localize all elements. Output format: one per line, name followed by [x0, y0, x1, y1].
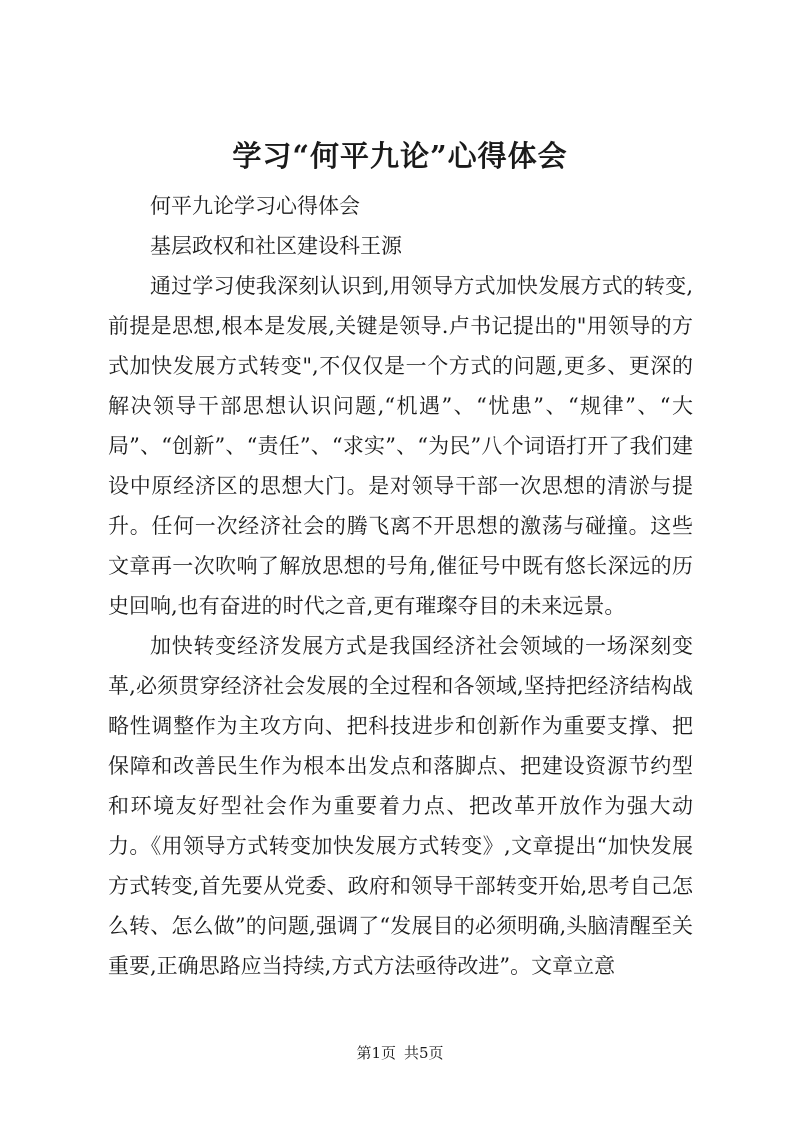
document-body — [108, 186, 693, 986]
page-total: 共5页 — [404, 1044, 444, 1062]
page-footer — [0, 1042, 800, 1064]
document-author-line: 基层政权和社区建设科王源 — [150, 234, 402, 258]
paragraph-2: 加快转变经济发展方式是我国经济社会领域的一场深刻变革,必须贯穿经济社会发展的全过程和各领域,坚持把经济结构战略性调整作为主攻方向、把科技进步和创新作为重要支撑、把保障和改善民生作为根本出发点和落脚点、把建设资源节约型和环境友好型社会作为重要着力点、把改革开放作为强大动力。《用领导方式转变加快发展方式转变》,文章提出“加快发展方式转变,首先要从党委、政府和领导干部转变开始,思考自己怎么转、怎么做”的问题,强调了“发展目的必须明确,头脑清醒至关重要,正确思路应当持续,方式方法亟待改进”。文章立意 — [108, 634, 693, 978]
document-subtitle: 何平九论学习心得体会 — [150, 194, 360, 218]
document-title: 学习“何平九论”心得体会 — [232, 139, 568, 173]
paragraph-1: 通过学习使我深刻认识到,用领导方式加快发展方式的转变,前提是思想,根本是发展,关键是领导.卢书记提出的"用领导的方式加快发展方式转变",不仅仅是一个方式的问题,更多、更深的解决领导干部思想认识问题,“机遇”、“忧患”、“规律”、“大局”、“创新”、“责任”、“求实”、“为民”八个词语打开了我们建设中原经济区的思想大门。是对领导干部一次思想的清淤与提升。任何一次经济社会的腾飞离不开思想的激荡与碰撞。这些文章再一次吹响了解放思想的号角,催征号中既有悠长深远的历史回响,也有奋进的时代之音,更有璀璨夺目的未来远景。 — [108, 274, 693, 618]
page-number: 第1页 — [356, 1044, 396, 1062]
